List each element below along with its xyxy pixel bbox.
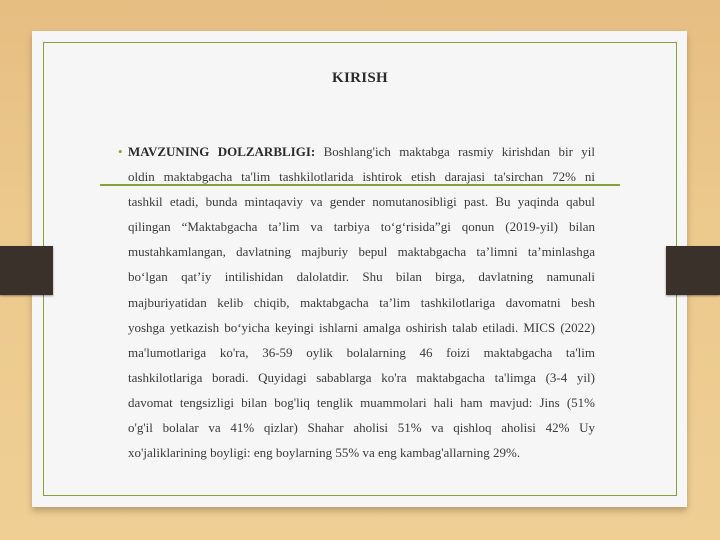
text-line: xo'jaliklarining boyligi: eng boylarning 55% va eng kambag'allarning 29%. xyxy=(128,445,521,461)
text-line: mustahkamlangan, davlatning majburiy bepul maktabgacha ta’limni ta’minlashga xyxy=(128,244,595,260)
text-line xyxy=(128,139,595,164)
lead-label: MAVZUNING DOLZARBLIGI: xyxy=(128,144,316,159)
body-paragraph xyxy=(128,139,595,465)
text-line: majburiyatidan kelib chiqib, maktabgacha ta’lim tashkilotlariga davomatni besh xyxy=(128,294,595,310)
text-line: davomat tengsizligi bilan bog'liq tenglik muammolari hali ham mavjud: Jins (51% xyxy=(128,394,595,410)
text-line: qilingan “Maktabgacha ta’lim va tarbiya to‘g‘risida”gi qonun (2019-yil) bilan xyxy=(128,219,595,235)
text-line: tashkilotlariga boradi. Quyidagi sabablarga ko'ra maktabgacha ta'limga (3-4 yil) xyxy=(128,369,595,385)
text-line: ma'lumotlariga ko'ra, 36-59 oylik bolalarning 46 foizi maktabgacha ta'lim xyxy=(128,344,595,360)
left-decorative-tab xyxy=(0,246,53,295)
text-line: bo‘lgan qat’iy intilishidan dalolatdir. Shu bilan birga, davlatning namunali xyxy=(128,269,595,285)
text-line: yoshga yetkazish bo‘yicha keyingi ishlarni amalga oshirish talab etiladi. MICS (2022) xyxy=(128,319,595,335)
slide-title: KIRISH xyxy=(332,70,388,86)
text-line: o'g'il bolalar va 41% qizlar) Shahar aholisi 51% va qishloq aholisi 42% Uy xyxy=(128,420,595,436)
text-line-content: Boshlang'ich maktabga rasmiy kirishdan bir yil xyxy=(323,144,595,159)
right-decorative-tab xyxy=(666,246,720,295)
text-line: oldin maktabgacha ta'lim tashkilotlarida ishtirok etish darajasi ta'sirchan 72% ni xyxy=(128,169,595,185)
text-line: tashkil etadi, bunda mintaqaviy va gender nomutanosibligi past. Bu yaqinda qabul xyxy=(128,194,595,210)
bullet-icon: • xyxy=(118,144,123,159)
